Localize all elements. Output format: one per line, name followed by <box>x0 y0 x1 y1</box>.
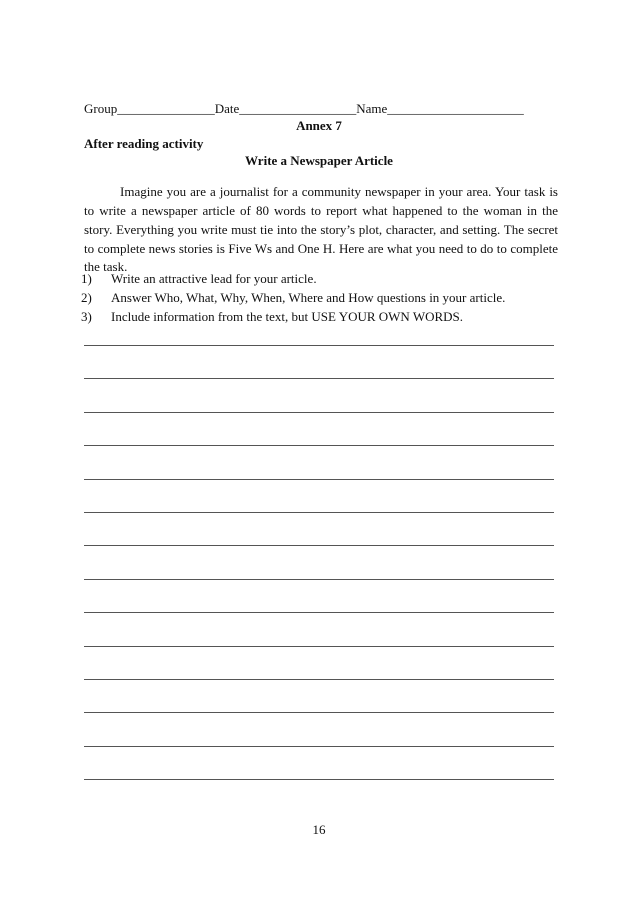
activity-label: After reading activity <box>84 136 204 151</box>
article-title: Write a Newspaper Article <box>245 153 393 168</box>
writing-line[interactable] <box>84 412 554 413</box>
writing-line[interactable] <box>84 345 554 346</box>
page-number: 16 <box>312 822 326 837</box>
task-item <box>81 270 561 289</box>
task-text: Write an attractive lead for your article. <box>111 271 317 286</box>
annex-title: Annex 7 <box>296 118 342 133</box>
writing-line[interactable] <box>84 545 554 546</box>
writing-line[interactable] <box>84 746 554 747</box>
writing-line[interactable] <box>84 378 554 379</box>
task-number: 1) <box>81 271 92 286</box>
writing-line[interactable] <box>84 712 554 713</box>
writing-line[interactable] <box>84 612 554 613</box>
writing-line[interactable] <box>84 445 554 446</box>
task-item <box>81 308 561 327</box>
writing-line[interactable] <box>84 579 554 580</box>
writing-line[interactable] <box>84 779 554 780</box>
task-list <box>81 270 561 327</box>
name-date-group-fields: Group_______________Date__________________Name_____________________ <box>84 101 524 116</box>
instructions-paragraph: Imagine you are a journalist for a community newspaper in your area. Your task is to write a newspaper article of 80 words to report what happened to the woman in the story. Everything you write must tie into the story’s plot, character, and setting. The secret to complete news stories is Five Ws and One H. Here are what you need to do to complete the task. <box>84 184 558 275</box>
task-number: 2) <box>81 289 92 305</box>
writing-line[interactable] <box>84 679 554 680</box>
task-number: 3) <box>81 308 92 324</box>
task-text: Answer Who, What, Why, When, Where and How questions in your article. <box>111 289 506 305</box>
task-item <box>81 289 561 308</box>
task-text: Include information from the text, but USE YOUR OWN WORDS. <box>111 308 464 324</box>
writing-line[interactable] <box>84 512 554 513</box>
writing-line[interactable] <box>84 646 554 647</box>
writing-area[interactable] <box>84 345 554 812</box>
writing-line[interactable] <box>84 479 554 480</box>
